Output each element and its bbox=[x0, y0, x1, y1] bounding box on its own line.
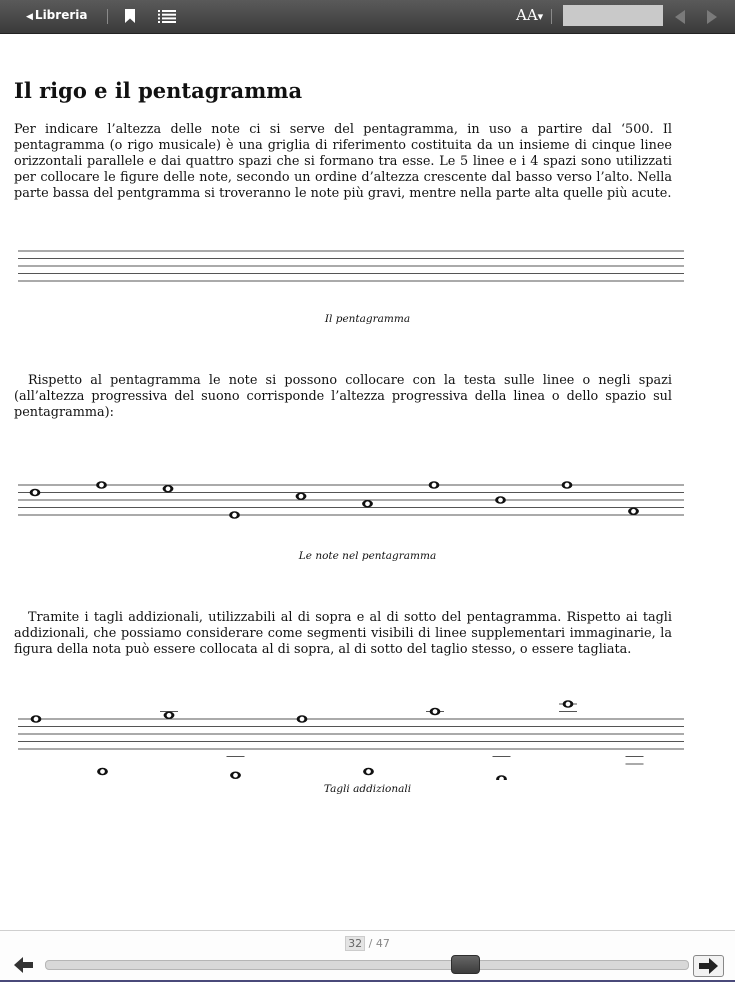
current-page-number[interactable]: 32 bbox=[345, 936, 365, 951]
bookmark-icon[interactable] bbox=[125, 9, 135, 23]
next-page-arrow-icon[interactable] bbox=[707, 10, 717, 24]
back-arrow-icon[interactable] bbox=[14, 956, 34, 974]
forward-button[interactable] bbox=[693, 955, 724, 977]
paragraph-notes: Rispetto al pentagramma le note si possono collocare con la testa sulle linee o negli spazi (all’altezza progressiva del suono corrisponde l’altezza progressiva della linea o dello spazio sul pentagramma): bbox=[14, 373, 672, 420]
bottom-navigation-bar bbox=[0, 930, 735, 982]
library-back-label: Libreria bbox=[34, 8, 88, 22]
font-size-label: AA bbox=[516, 6, 538, 24]
staff-notes-figure bbox=[0, 470, 735, 535]
caption-ledger: Tagli addizionali bbox=[323, 783, 412, 795]
toolbar-divider bbox=[107, 9, 108, 24]
total-pages-label: / 47 bbox=[368, 937, 390, 950]
library-back-button[interactable] bbox=[26, 8, 87, 22]
table-of-contents-icon[interactable] bbox=[158, 10, 176, 23]
paragraph-ledger: Tramite i tagli addizionali, utilizzabili al di sopra e al di sotto del pentagramma. Rispetto ai tagli addizionali, che possiamo considerare come segmenti visibili di linee supplementari immaginarie, la figura della nota può essere collocata al di sopra, al di sotto del taglio stesso, o essere tagliata. bbox=[14, 610, 672, 657]
forward-arrow-icon bbox=[694, 956, 723, 976]
font-size-button[interactable] bbox=[516, 6, 543, 24]
ledger-lines-figure bbox=[0, 680, 735, 780]
empty-staff-figure bbox=[0, 240, 735, 290]
chevron-down-icon: ▾ bbox=[537, 10, 544, 23]
previous-page-arrow-icon[interactable] bbox=[675, 10, 685, 24]
page-slider-thumb[interactable] bbox=[451, 955, 480, 974]
page-title: Il rigo e il pentagramma bbox=[14, 78, 303, 103]
caption-staff: Il pentagramma bbox=[324, 313, 411, 325]
page-slider-track[interactable] bbox=[45, 960, 689, 970]
page-indicator bbox=[0, 937, 735, 950]
toolbar-divider bbox=[551, 9, 552, 24]
search-input[interactable] bbox=[563, 5, 663, 26]
paragraph-intro: Per indicare l’altezza delle note ci si serve del pentagramma, in uso a partire dal ‘500. Il pentagramma (o rigo musicale) è una griglia di riferimento costituita da un insieme di cinque linee orizzontali parallele e dai quattro spazi che si formano tra esse. Le 5 linee e i 4 spazi sono utilizzati per collocare le figure delle note, secondo un ordine d’altezza crescente dal basso verso l’alto. Nella parte bassa del pentgramma si troveranno le note più gravi, mentre nella parte alta quelle più acute. bbox=[14, 122, 672, 201]
top-toolbar bbox=[0, 0, 735, 34]
back-arrow-icon: ◀ bbox=[26, 12, 33, 22]
caption-notes: Le note nel pentagramma bbox=[298, 550, 437, 562]
